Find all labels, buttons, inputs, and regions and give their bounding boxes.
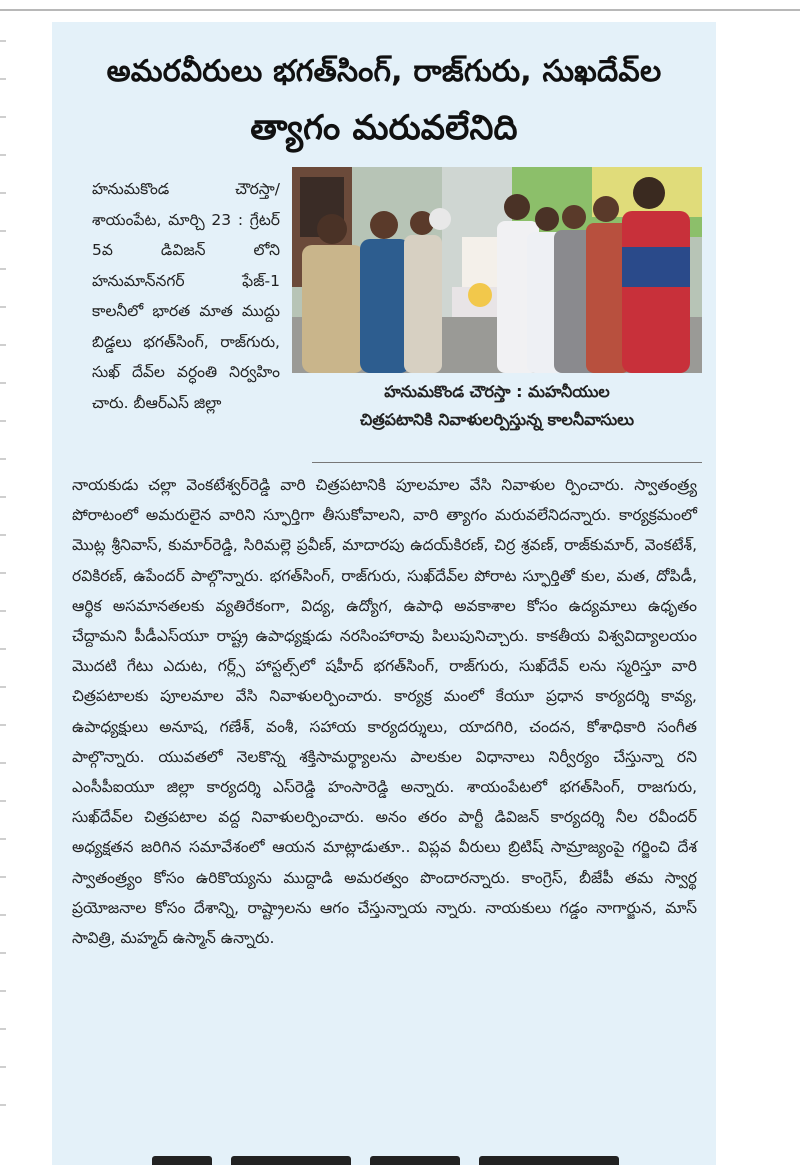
next-article-headline-cropped xyxy=(92,1152,672,1165)
photo-caption xyxy=(292,378,702,434)
intro-column-text: హనుమకొండ చౌరస్తా/శాయంపేట, మార్చి 23 : గ్రేటర్ 5వ డివిజన్ లోని హనుమాన్‌నగర్ ఫేజ్-1 కాలనీలో భారత మాత ముద్దు బిడ్డలు భగత్‌సింగ్, రాజ్‌గురు, సుఖ్ దేవ్‌ల వర్ధంతి నిర్వహిం చారు. బీఆర్ఎస్ జిల్లా xyxy=(92,180,280,412)
news-photo-illustration xyxy=(292,167,702,373)
photo-caption-line-2: చిత్రపటానికి నివాళులర్పిస్తున్న కాలనీవాసులు xyxy=(359,410,635,429)
headline-line-1: అమరవీరులు భగత్‌సింగ్, రాజ్‌గురు, సుఖదేవ్‌ల xyxy=(106,54,662,89)
news-photo xyxy=(292,167,702,373)
headline-line-2: త్యాగం మరువలేనిది xyxy=(250,108,518,148)
caption-divider xyxy=(312,462,702,463)
left-margin-marks xyxy=(0,40,6,1140)
article-body-text: నాయకుడు చల్లా వెంకటేశ్వర్‌రెడ్డి వారి చిత్రపటానికి పూలమాల వేసి నివాళుల ర్పించారు. స్వాతంత్ర్య పోరాటంలో అమరులైన వారిని స్ఫూర్తిగా తీసుకోవాలని, వారి త్యాగం మరువలేనిదన్నారు. కార్యక్రమంలో మొట్ల శ్రీనివాస్, కుమార్‌రెడ్డి, సిరిమల్లె ప్రవీణ్, మాదారపు ఉదయ్‌కిరణ్, చిర్ర శ్రవణ్, రాజ్‌కుమార్, వెంకటేశ్, రవికిరణ్, ఉపేందర్ పాల్గొన్నారు. భగత్‌సింగ్, రాజ్‌గురు, సుఖ్‌దేవ్‌ల పోరాట స్ఫూర్తితో కుల, మత, దోపిడీ, ఆర్థిక అసమానతలకు వ్యతిరేకంగా, విద్య, ఉద్యోగ, ఉపాధి అవకాశాల కోసం ఉద్యమాలు ఉధృతం చేద్దామని పీడీఎస్‌యూ రాష్ట్ర ఉపాధ్యక్షుడు నరసింహారావు పిలుపునిచ్చారు. కాకతీయ విశ్వవిద్యాలయం మొదటి గేటు ఎదుట, గర్ల్స్ హాస్టల్స్‌లో షహీద్ భగత్‌సింగ్, రాజ్‌గురు, సుఖ్‌దేవ్ లను స్మరిస్తూ వారి చిత్రపటాలకు పూలమాల వేసి నివాళులర్పించారు. కార్యక్ర మంలో కేయూ ప్రధాన కార్యదర్శి కావ్య, ఉపాధ్యక్షులు అనూష, గణేశ్, వంశీ, సహాయ కార్యదర్శులు, యాదగిరి, చందన, కోశాధికారి సంగీత పాల్గొన్నారు. యువతలో నెలకొన్న శక్తిసామర్థ్యాలను పాలకుల విధానాలు నిర్వీర్యం చేస్తున్నా రని ఎంసీపీఐయూ జిల్లా కార్యదర్శి ఎస్‌రెడ్డి హంసారెడ్డి అన్నారు. శాయంపేటలో భగత్‌సింగ్, రాజగురు, సుఖ్‌దేవ్‌ల చిత్రపటాల వద్ద నివాళులర్పించారు. అనం తరం పార్టీ డివిజన్ కార్యదర్శి నీల రవీందర్ అధ్యక్షతన జరిగిన సమావేశంలో ఆయన మాట్లాడుతూ.. విప్లవ వీరులు బ్రిటిష్ సామ్రాజ్యంపై గర్జించి దేశ స్వాతంత్ర్యం కోసం ఉరికొయ్యను ముద్దాడి అమరత్వం పొందారన్నారు. కాంగ్రెస్, బీజేపీ తమ స్వార్థ ప్రయోజనాల కోసం దేశాన్ని, రాష్ట్రాలను ఆగం చేస్తున్నాయ న్నారు. నాయకులు గడ్డం నాగార్జున, మాస్ సావిత్రి, మహ్మద్ ఉస్మాన్ ఉన్నారు. xyxy=(72,476,697,948)
page-top-rule xyxy=(0,9,800,11)
photo-caption-line-1: హనుమకొండ చౌరస్తా : మహనీయుల xyxy=(384,382,610,401)
newspaper-clipping xyxy=(52,22,716,1165)
